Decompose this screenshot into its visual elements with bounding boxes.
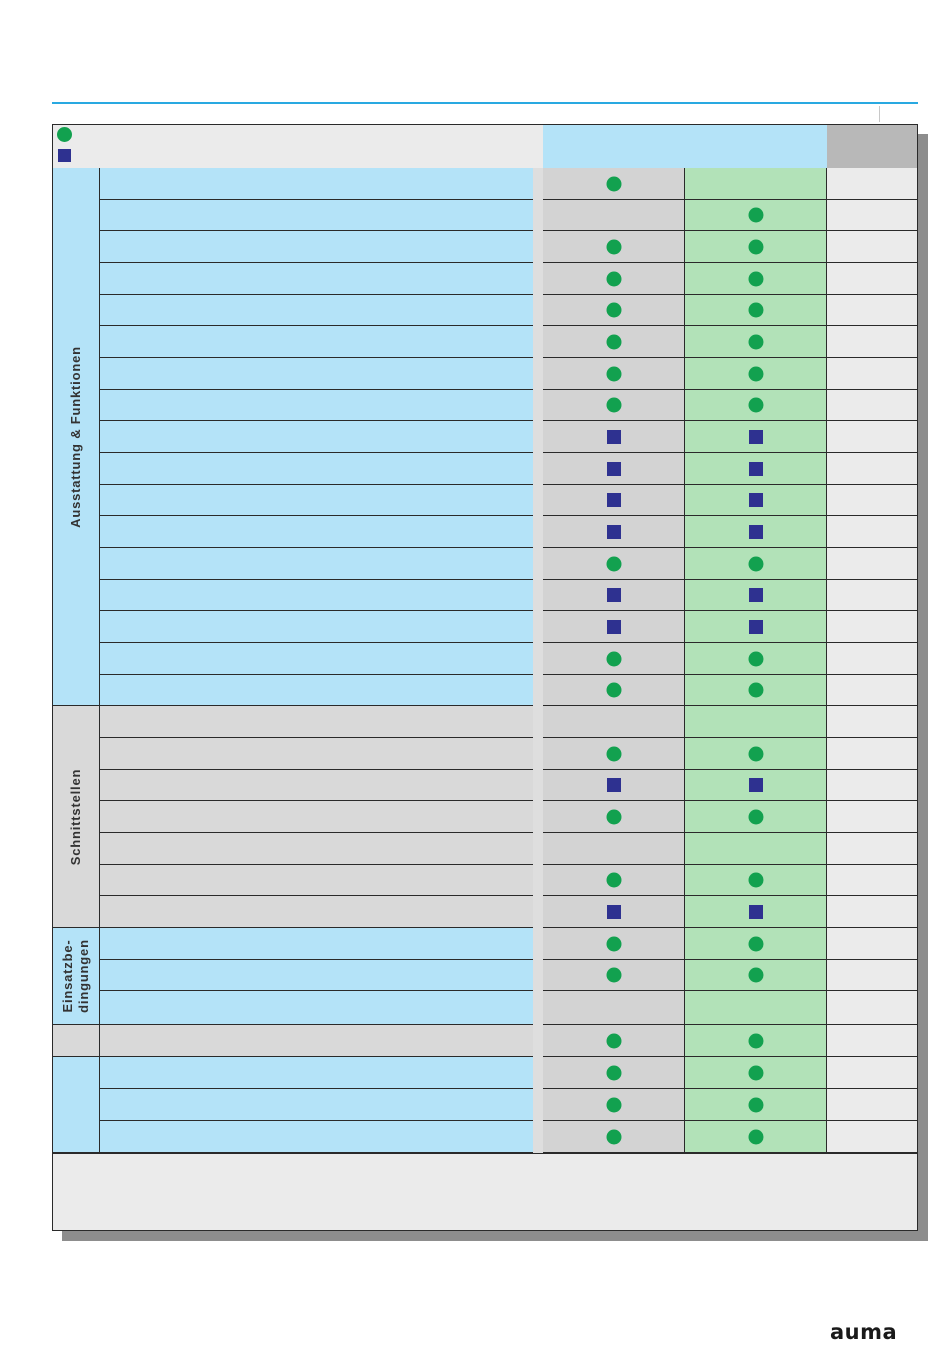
cell-col-a <box>543 675 685 706</box>
cell-col-b <box>685 580 827 611</box>
cell-col-a <box>543 643 685 675</box>
cell-col-b <box>685 770 827 801</box>
green-circle-icon <box>748 683 763 698</box>
cell-col-b <box>685 453 827 485</box>
blue-square-icon <box>607 588 621 602</box>
table-row-label <box>100 738 533 770</box>
table-row-label <box>100 231 533 263</box>
cell-col-a <box>543 833 685 865</box>
cell-col-b <box>685 295 827 326</box>
green-circle-icon <box>606 1033 621 1048</box>
table-row-label <box>100 770 533 801</box>
cell-col-b <box>685 865 827 896</box>
cell-col-b <box>685 1057 827 1089</box>
blue-square-icon <box>749 588 763 602</box>
green-circle-icon <box>748 936 763 951</box>
cell-col-c <box>827 580 917 611</box>
green-circle-icon <box>606 239 621 254</box>
table-row-label <box>100 580 533 611</box>
green-circle-icon <box>748 1097 763 1112</box>
cell-col-b <box>685 548 827 580</box>
section-2 <box>52 928 100 1025</box>
cell-col-a <box>543 770 685 801</box>
green-circle-icon <box>606 366 621 381</box>
cell-col-c <box>827 611 917 643</box>
cell-col-b <box>685 1121 827 1153</box>
column-gap <box>533 485 543 516</box>
cell-col-c <box>827 706 917 738</box>
blue-square-icon <box>607 620 621 634</box>
cell-col-c <box>827 643 917 675</box>
cell-col-c <box>827 991 917 1025</box>
column-gap <box>533 833 543 865</box>
table-row-label <box>100 326 533 358</box>
section-3 <box>52 1025 100 1057</box>
green-circle-icon <box>606 1097 621 1112</box>
cell-col-a <box>543 738 685 770</box>
green-circle-icon <box>606 873 621 888</box>
cell-col-a <box>543 1025 685 1057</box>
green-circle-icon <box>606 683 621 698</box>
legend-green-circle-icon <box>57 127 72 142</box>
cell-col-a <box>543 453 685 485</box>
column-gap <box>533 643 543 675</box>
green-circle-icon <box>748 303 763 318</box>
table-row-label <box>100 960 533 991</box>
green-circle-icon <box>606 968 621 983</box>
table-row-label <box>100 833 533 865</box>
blue-square-icon <box>749 462 763 476</box>
cell-col-c <box>827 548 917 580</box>
table-row-label <box>100 548 533 580</box>
cell-col-a <box>543 801 685 833</box>
column-gap <box>533 453 543 485</box>
column-gap <box>533 611 543 643</box>
cell-col-b <box>685 675 827 706</box>
cell-col-b <box>685 991 827 1025</box>
cell-col-a <box>543 991 685 1025</box>
column-gap <box>533 770 543 801</box>
section-0 <box>52 168 100 706</box>
legend-blue-square-icon <box>58 149 71 162</box>
column-gap <box>533 295 543 326</box>
green-circle-icon <box>748 366 763 381</box>
green-circle-icon <box>606 746 621 761</box>
blue-square-icon <box>749 778 763 792</box>
column-gap <box>533 738 543 770</box>
cell-col-c <box>827 896 917 928</box>
section-label: Einsatzbe- dingungen <box>60 939 91 1013</box>
table-row-label <box>100 675 533 706</box>
column-gap <box>533 200 543 231</box>
cell-col-c <box>827 326 917 358</box>
cell-col-a <box>543 200 685 231</box>
cell-col-a <box>543 326 685 358</box>
footnote-area <box>52 1153 918 1231</box>
cell-col-c <box>827 168 917 200</box>
cell-col-a <box>543 1089 685 1121</box>
column-gap <box>533 896 543 928</box>
green-circle-icon <box>606 1065 621 1080</box>
green-circle-icon <box>748 239 763 254</box>
cell-col-a <box>543 611 685 643</box>
cell-col-b <box>685 231 827 263</box>
green-circle-icon <box>748 334 763 349</box>
cell-col-b <box>685 738 827 770</box>
cell-col-b <box>685 421 827 453</box>
cell-col-c <box>827 865 917 896</box>
table-row-label <box>100 1025 533 1057</box>
green-circle-icon <box>606 556 621 571</box>
cell-col-a <box>543 928 685 960</box>
cell-col-c <box>827 453 917 485</box>
section-4 <box>52 1057 100 1153</box>
green-circle-icon <box>606 271 621 286</box>
section-1 <box>52 706 100 928</box>
column-header-b <box>685 125 827 168</box>
cell-col-a <box>543 421 685 453</box>
cell-col-b <box>685 390 827 421</box>
blue-square-icon <box>607 430 621 444</box>
table-row-label <box>100 453 533 485</box>
column-gap <box>533 516 543 548</box>
cell-col-a <box>543 516 685 548</box>
section-label: Ausstattung & Funktionen <box>68 345 83 528</box>
cell-col-c <box>827 231 917 263</box>
green-circle-icon <box>606 176 621 191</box>
cell-col-c <box>827 358 917 390</box>
blue-square-icon <box>607 525 621 539</box>
cell-col-a <box>543 865 685 896</box>
green-circle-icon <box>748 556 763 571</box>
cell-col-c <box>827 770 917 801</box>
cell-col-a <box>543 390 685 421</box>
column-gap <box>533 801 543 833</box>
cell-col-b <box>685 516 827 548</box>
cell-col-a <box>543 263 685 295</box>
cell-col-c <box>827 485 917 516</box>
green-circle-icon <box>748 809 763 824</box>
table-row-label <box>100 421 533 453</box>
cell-col-c <box>827 263 917 295</box>
cell-col-b <box>685 833 827 865</box>
table-row-label <box>100 1057 533 1089</box>
green-circle-icon <box>606 651 621 666</box>
column-gap <box>533 1057 543 1089</box>
cell-col-c <box>827 200 917 231</box>
table-row-label <box>100 801 533 833</box>
cell-col-c <box>827 390 917 421</box>
table-row-label <box>100 200 533 231</box>
cell-col-b <box>685 896 827 928</box>
cell-col-b <box>685 960 827 991</box>
green-circle-icon <box>748 208 763 223</box>
cell-col-b <box>685 643 827 675</box>
table-row-label <box>100 263 533 295</box>
table-row-label <box>100 358 533 390</box>
cell-col-a <box>543 548 685 580</box>
cell-col-b <box>685 200 827 231</box>
column-gap <box>533 1025 543 1057</box>
cell-col-a <box>543 231 685 263</box>
column-header-a <box>543 125 685 168</box>
column-gap <box>533 231 543 263</box>
auma-logo: auma <box>830 1320 898 1344</box>
blue-square-icon <box>607 778 621 792</box>
column-gap <box>533 706 543 738</box>
column-gap <box>533 358 543 390</box>
column-gap <box>533 168 543 200</box>
cell-col-c <box>827 1089 917 1121</box>
green-circle-icon <box>606 334 621 349</box>
cell-col-a <box>543 295 685 326</box>
header-rule <box>52 102 918 104</box>
green-circle-icon <box>606 398 621 413</box>
green-circle-icon <box>748 651 763 666</box>
cell-col-c <box>827 516 917 548</box>
column-gap <box>533 928 543 960</box>
column-gap <box>533 1121 543 1153</box>
cell-col-b <box>685 326 827 358</box>
cell-col-a <box>543 168 685 200</box>
cell-col-c <box>827 675 917 706</box>
column-gap <box>533 548 543 580</box>
column-gap <box>533 390 543 421</box>
table-row-label <box>100 865 533 896</box>
column-gap <box>533 1089 543 1121</box>
blue-square-icon <box>607 905 621 919</box>
table-row-label <box>100 991 533 1025</box>
green-circle-icon <box>748 1129 763 1144</box>
blue-square-icon <box>749 525 763 539</box>
cell-col-a <box>543 358 685 390</box>
green-circle-icon <box>748 271 763 286</box>
cell-col-c <box>827 295 917 326</box>
cell-col-c <box>827 1121 917 1153</box>
column-gap <box>533 960 543 991</box>
table-row-label <box>100 611 533 643</box>
cell-col-b <box>685 928 827 960</box>
blue-square-icon <box>749 493 763 507</box>
cell-col-c <box>827 801 917 833</box>
table-row-label <box>100 643 533 675</box>
cell-col-b <box>685 1025 827 1057</box>
cell-col-a <box>543 960 685 991</box>
green-circle-icon <box>606 809 621 824</box>
table-row-label <box>100 896 533 928</box>
table-row-label <box>100 928 533 960</box>
cell-col-b <box>685 611 827 643</box>
column-gap <box>533 675 543 706</box>
cell-col-c <box>827 1025 917 1057</box>
cell-col-c <box>827 738 917 770</box>
table-row-label <box>100 485 533 516</box>
blue-square-icon <box>749 905 763 919</box>
column-gap <box>533 263 543 295</box>
column-gap <box>533 991 543 1025</box>
green-circle-icon <box>606 936 621 951</box>
column-gap <box>533 865 543 896</box>
blue-square-icon <box>749 620 763 634</box>
green-circle-icon <box>748 873 763 888</box>
green-circle-icon <box>748 746 763 761</box>
green-circle-icon <box>606 1129 621 1144</box>
blue-square-icon <box>607 493 621 507</box>
cell-col-b <box>685 485 827 516</box>
column-gap <box>533 421 543 453</box>
cell-col-c <box>827 928 917 960</box>
table-row-label <box>100 1121 533 1153</box>
table-row-label <box>100 390 533 421</box>
cell-col-b <box>685 801 827 833</box>
cell-col-b <box>685 1089 827 1121</box>
green-circle-icon <box>606 303 621 318</box>
cell-col-a <box>543 1121 685 1153</box>
green-circle-icon <box>748 1033 763 1048</box>
cell-col-a <box>543 580 685 611</box>
cell-col-c <box>827 833 917 865</box>
table-row-label <box>100 1089 533 1121</box>
cell-col-b <box>685 168 827 200</box>
column-gap <box>533 580 543 611</box>
cell-col-a <box>543 706 685 738</box>
table-row-label <box>100 168 533 200</box>
header-tick-mark <box>879 106 880 122</box>
cell-col-c <box>827 421 917 453</box>
green-circle-icon <box>748 398 763 413</box>
column-header-c <box>827 125 917 168</box>
cell-col-a <box>543 485 685 516</box>
cell-col-b <box>685 358 827 390</box>
cell-col-a <box>543 1057 685 1089</box>
green-circle-icon <box>748 968 763 983</box>
cell-col-c <box>827 960 917 991</box>
table-row-label <box>100 516 533 548</box>
column-gap <box>533 326 543 358</box>
green-circle-icon <box>748 1065 763 1080</box>
cell-col-b <box>685 263 827 295</box>
cell-col-a <box>543 896 685 928</box>
cell-col-c <box>827 1057 917 1089</box>
section-label: Schnittstellen <box>68 768 83 865</box>
blue-square-icon <box>607 462 621 476</box>
blue-square-icon <box>749 430 763 444</box>
cell-col-b <box>685 706 827 738</box>
table-row-label <box>100 295 533 326</box>
table-row-label <box>100 706 533 738</box>
